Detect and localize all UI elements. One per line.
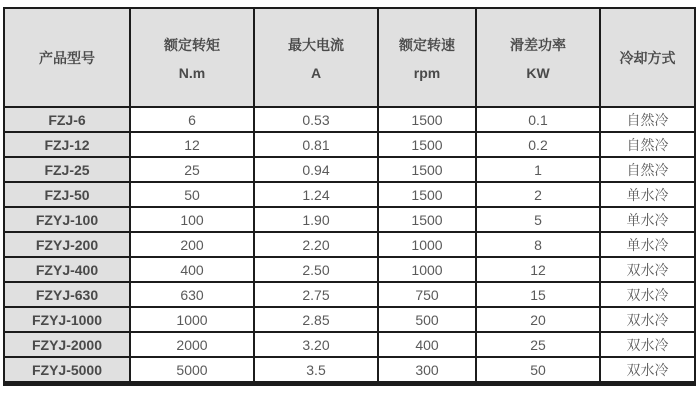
torque-cell: 50 (130, 182, 254, 207)
speed-cell: 300 (378, 357, 476, 384)
table-row (4, 157, 695, 182)
power-cell: 15 (476, 282, 600, 307)
cooling-cell: 单水冷 (600, 207, 695, 232)
current-cell: 2.20 (254, 232, 378, 257)
column-header-speed (378, 8, 476, 107)
power-cell: 25 (476, 332, 600, 357)
table-row (4, 282, 695, 307)
power-cell: 0.1 (476, 107, 600, 132)
speed-cell: 750 (378, 282, 476, 307)
column-header-label: 滑差功率 (510, 36, 566, 53)
speed-cell: 1500 (378, 132, 476, 157)
power-cell: 12 (476, 257, 600, 282)
column-header-label: 额定转矩 (164, 36, 220, 53)
power-cell: 0.2 (476, 132, 600, 157)
table-row (4, 257, 695, 282)
power-cell: 50 (476, 357, 600, 384)
table-row (4, 207, 695, 232)
model-cell: FZYJ-630 (4, 282, 130, 307)
power-cell: 2 (476, 182, 600, 207)
table-body (4, 107, 695, 384)
table-row (4, 107, 695, 132)
header-row (4, 8, 695, 107)
column-header-label: 最大电流 (288, 36, 344, 53)
column-header-label: 冷却方式 (619, 49, 676, 66)
torque-cell: 100 (130, 207, 254, 232)
cooling-cell: 双水冷 (600, 257, 695, 282)
column-header-torque (130, 8, 254, 107)
torque-cell: 6 (130, 107, 254, 132)
power-cell: 8 (476, 232, 600, 257)
speed-cell: 1500 (378, 207, 476, 232)
column-header-unit: N.m (178, 64, 206, 81)
cooling-cell: 自然冷 (600, 157, 695, 182)
model-cell: FZJ-12 (4, 132, 130, 157)
table-row (4, 232, 695, 257)
table-row (4, 307, 695, 332)
torque-cell: 12 (130, 132, 254, 157)
speed-cell: 500 (378, 307, 476, 332)
product-spec-table (3, 7, 696, 386)
cooling-cell: 自然冷 (600, 107, 695, 132)
column-header-unit: rpm (413, 64, 441, 81)
cooling-cell: 双水冷 (600, 307, 695, 332)
table-row (4, 357, 695, 384)
speed-cell: 1000 (378, 232, 476, 257)
speed-cell: 1500 (378, 157, 476, 182)
current-cell: 3.20 (254, 332, 378, 357)
cooling-cell: 双水冷 (600, 332, 695, 357)
current-cell: 0.81 (254, 132, 378, 157)
column-header-cooling (600, 8, 695, 107)
speed-cell: 400 (378, 332, 476, 357)
model-cell: FZYJ-2000 (4, 332, 130, 357)
column-header-label: 产品型号 (39, 49, 95, 66)
current-cell: 1.90 (254, 207, 378, 232)
torque-cell: 2000 (130, 332, 254, 357)
torque-cell: 5000 (130, 357, 254, 384)
column-header-unit: KW (526, 64, 550, 81)
torque-cell: 630 (130, 282, 254, 307)
current-cell: 3.5 (254, 357, 378, 384)
table-row (4, 132, 695, 157)
column-header-power (476, 8, 600, 107)
cooling-cell: 自然冷 (600, 132, 695, 157)
model-cell: FZYJ-1000 (4, 307, 130, 332)
model-cell: FZJ-6 (4, 107, 130, 132)
model-cell: FZJ-25 (4, 157, 130, 182)
current-cell: 2.75 (254, 282, 378, 307)
torque-cell: 400 (130, 257, 254, 282)
column-header-model (4, 8, 130, 107)
power-cell: 20 (476, 307, 600, 332)
torque-cell: 1000 (130, 307, 254, 332)
current-cell: 0.94 (254, 157, 378, 182)
power-cell: 1 (476, 157, 600, 182)
model-cell: FZJ-50 (4, 182, 130, 207)
table-header (4, 8, 695, 107)
current-cell: 1.24 (254, 182, 378, 207)
current-cell: 2.85 (254, 307, 378, 332)
column-header-label: 额定转速 (399, 36, 455, 53)
model-cell: FZYJ-5000 (4, 357, 130, 384)
model-cell: FZYJ-100 (4, 207, 130, 232)
cooling-cell: 双水冷 (600, 357, 695, 384)
column-header-current (254, 8, 378, 107)
speed-cell: 1500 (378, 107, 476, 132)
column-header-unit: A (310, 64, 322, 81)
current-cell: 0.53 (254, 107, 378, 132)
table-row (4, 182, 695, 207)
model-cell: FZYJ-200 (4, 232, 130, 257)
torque-cell: 200 (130, 232, 254, 257)
current-cell: 2.50 (254, 257, 378, 282)
model-cell: FZYJ-400 (4, 257, 130, 282)
power-cell: 5 (476, 207, 600, 232)
table-row (4, 332, 695, 357)
torque-cell: 25 (130, 157, 254, 182)
cooling-cell: 单水冷 (600, 182, 695, 207)
speed-cell: 1000 (378, 257, 476, 282)
cooling-cell: 单水冷 (600, 232, 695, 257)
cooling-cell: 双水冷 (600, 282, 695, 307)
speed-cell: 1500 (378, 182, 476, 207)
